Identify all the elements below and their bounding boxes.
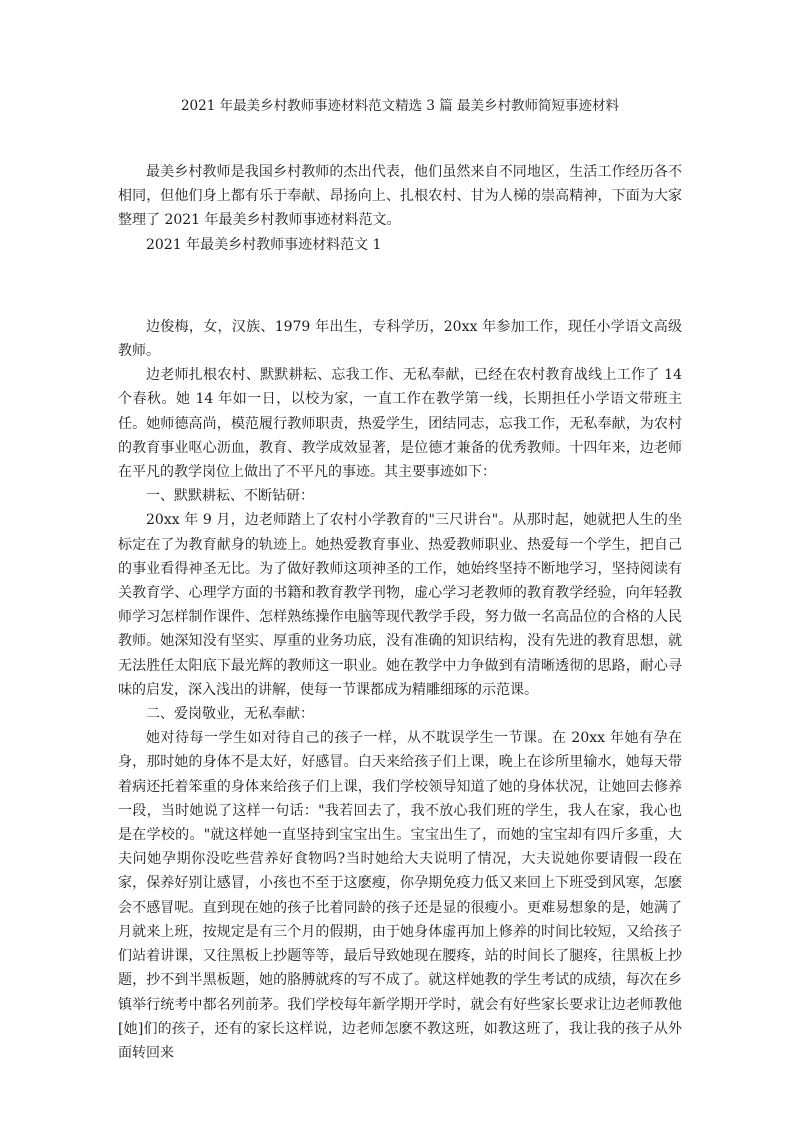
document-title: 2021 年最美乡村教师事迹材料范文精选 3 篇 最美乡村教师简短事迹材料: [180, 98, 620, 114]
intro-paragraph: 最美乡村教师是我国乡村教师的杰出代表，他们虽然来自不同地区，生活工作经历各不相同，但他们身上都有乐于奉献、昂扬向上、扎根农村、甘为人梯的崇高精神，下面为大家整理了 2021 年最美乡村教师事迹材料范文。: [118, 164, 682, 229]
section-title: 2021 年最美乡村教师事迹材料范文 1: [146, 236, 382, 253]
summary-paragraph: 边老师扎根农村、默默耕耘、忘我工作、无私奉献，已经在农村教育战线上工作了 14 个春秋。她 14 年如一日，以校为家，一直工作在教学第一线，长期担任小学语文带班主任。她师德高尚，模范履行教师职责，热爱学生，团结同志，忘我工作，无私奉献，为农村的教育事业呕心沥血，教育、教学成效显著，是位德才兼备的优秀教师。十四年来，边老师在平凡的教学岗位上做出了不平凡的事迹。其主要事迹如下：: [118, 367, 682, 481]
profile-paragraph: 边俊梅，女，汉族、1979 年出生，专科学历，20xx 年参加工作，现任小学语文高级教师。: [118, 318, 682, 360]
blank-space: [118, 257, 682, 315]
section-heading-1: 一、默默耕耘、不断钻研：: [146, 488, 314, 505]
section-heading-2: 二、爱岗敬业，无私奉献：: [146, 706, 314, 723]
paragraph-1: 20xx 年 9 月，边老师踏上了农村小学教育的"三尺讲台"。从那时起，她就把人生的坐标定在了为教育献身的轨迹上。她热爱教育事业、热爱教师职业、热爱每一个学生，把自己的事业看得神圣无比。为了做好教师这项神圣的工作，她始终坚持不断地学习，坚持阅读有关教育学、心理学方面的书籍和教育教学刊物，虚心学习老教师的教育教学经验，向年轻教师学习怎样制作课件、怎样熟练操作电脑等现代教学手段，努力做一名高品位的合格的人民教师。她深知没有坚实、厚重的业务功底，没有准确的知识结构，没有先进的教育思想，就无法胜任太阳底下最光辉的教师这一职业。她在教学中力争做到有清晰透彻的思路，耐心寻味的启发，深入浅出的讲解，使每一节课都成为精雕细琢的示范课。: [118, 512, 682, 698]
paragraph-2: 她对待每一学生如对待自己的孩子一样，从不耽误学生一节课。在 20xx 年她有孕在身，那时她的身体不是太好，好感冒。白天来给孩子们上课，晚上在诊所里输水，她每天带着病还托着笨重的身体来给孩子们上课，我们学校领导知道了她的身体状况，让她回去修养一段，当时她说了这样一句话："我若回去了，我不放心我们班的学生，我人在家，我心也是在学校的。"就这样她一直坚持到宝宝出生。宝宝出生了，而她的宝宝却有四斤多重，大夫问她孕期你没吃些营养好食物吗?当时她给大夫说明了情况，大夫说她你要请假一段在家，保养好别让感冒，小孩也不至于这麽瘦，你孕期免疫力低又来回上下班受到风寒，怎麽会不感冒呢。直到现在她的孩子比着同龄的孩子还是显的很瘦小。更难易想象的是，她满了月就来上班，按规定是有三个月的假期，由于她身体虚再加上修养的时间比较短，又给孩子们站着讲课，又往黑板上抄题等等，最后导致她现在腰疼，站的时间长了腿疼，往黑板上抄题，抄不到半黑板题，她的胳膊就疼的写不成了。就这样她教的学生考试的成绩，每次在乡镇举行统考中都名列前茅。我们学校每年新学期开学时，就会有好些家长要求让边老师教他[她]们的孩子，还有的家长这样说，边老师怎麽不教这班，如教这班了，我让我的孩子从外面转回来: [118, 730, 682, 1061]
